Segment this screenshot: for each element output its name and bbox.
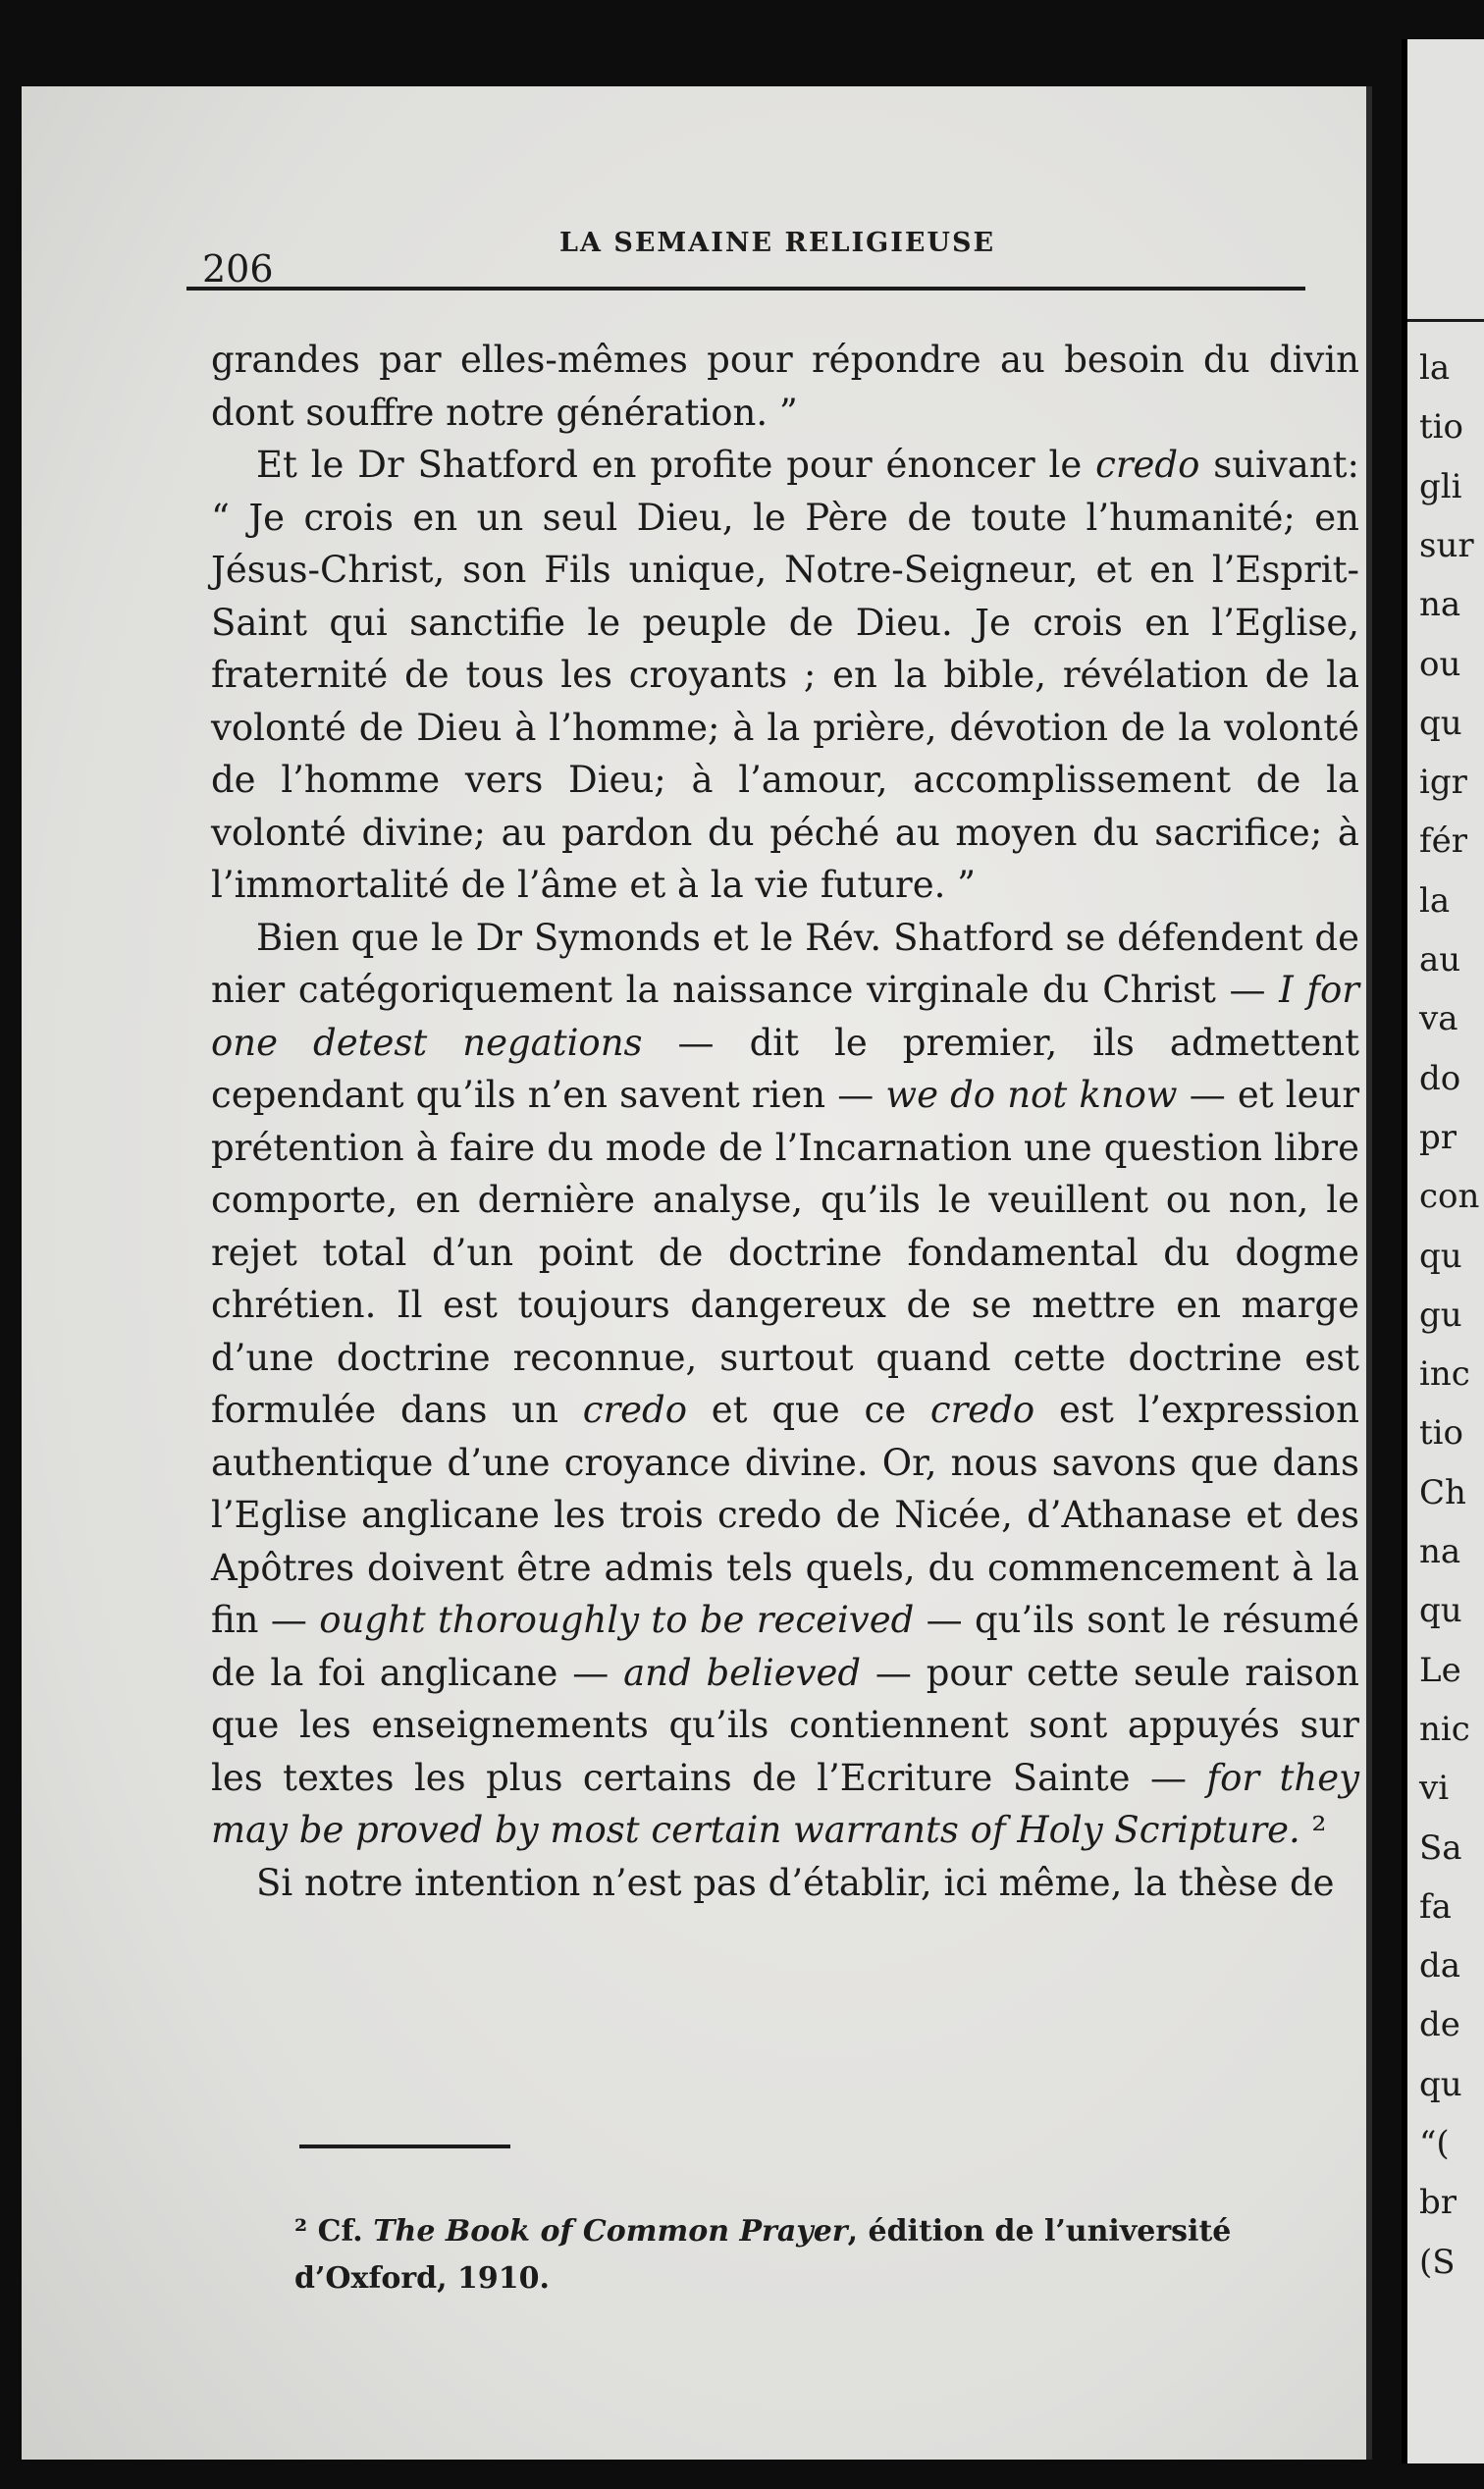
- footnote-rule: [299, 2145, 510, 2148]
- text-run: — et leur prétention à faire du mode de l’Incarnation une question libre comporte, en dernière analyse, qu’ils le veuillent ou non, le rejet total d’un point de doctrine fondamental du dogme chrétien. Il est toujours dangereux de se mettre en marge d’une doctrine reconnue, surtout quand cette doctrine est formulée dans un: [211, 1074, 1360, 1431]
- text-run: — dit le premier, ils admettent cependant qu’ils n’en savent rien —: [211, 1021, 1359, 1116]
- paragraph: [211, 1857, 1359, 1910]
- adjacent-page-fragment: ou: [1419, 644, 1461, 684]
- adjacent-page-fragment: qu: [1419, 1591, 1462, 1631]
- text-run: — pour cette seule raison que les enseignements qu’ils contiennent sont appuyés sur les textes les plus certains de l’Ecriture Sainte —: [211, 1651, 1359, 1799]
- paragraph: [211, 439, 1359, 912]
- text-run: suivant: “ Je crois en un seul Dieu, le Père de toute l’humanité; en Jésus-Christ, son Fils unique, Notre-Seigneur, et en l’Esprit-Saint qui sanctifie le peuple de Dieu. Je crois en l’Eglise, fraternité de tous les croyants ; en la bible, révélation de la volonté de Dieu à l’homme; à la prière, dévotion de la volonté de l’homme vers Dieu; à l’amour, accomplissement de la volonté divine; au pardon du péché au moyen du sacrifice; à l’immortalité de l’âme et à la vie future. ”: [211, 444, 1360, 906]
- text-run: — qu’ils sont le résumé de la foi anglicane —: [211, 1599, 1359, 1694]
- text-run: Et le Dr Shatford en profite pour énoncer le: [256, 444, 1096, 486]
- adjacent-page-fragment: sur: [1419, 525, 1474, 565]
- italic-run: credo: [929, 1389, 1035, 1431]
- italic-run: credo: [1095, 444, 1200, 486]
- adjacent-page-fragment: qu: [1419, 1236, 1462, 1276]
- paragraph: [211, 912, 1359, 1857]
- adjacent-page-fragment: vi: [1419, 1769, 1450, 1809]
- adjacent-page-fragment: (S: [1419, 2242, 1456, 2282]
- adjacent-page-fragment: fa: [1419, 1886, 1452, 1927]
- adjacent-page-fragment: va: [1419, 999, 1458, 1039]
- adjacent-page-fragment: “(: [1419, 2124, 1450, 2163]
- adjacent-page-fragment: Sa: [1419, 1827, 1462, 1868]
- italic-run: I for one detest negations: [211, 969, 1359, 1064]
- adjacent-page-fragment: qu: [1419, 703, 1462, 743]
- adjacent-page-fragment: tio: [1419, 1413, 1464, 1454]
- footnote: [294, 2208, 1364, 2303]
- text-run: ²: [1299, 1809, 1327, 1851]
- adjacent-page-fragment: Le: [1419, 1650, 1461, 1690]
- text-run: , édition de l’université d’Oxford, 1910.: [294, 2214, 1232, 2296]
- adjacent-page-fragment: de: [1419, 2005, 1460, 2045]
- adjacent-page-rule: [1407, 319, 1484, 322]
- page-number: 206: [202, 247, 274, 291]
- adjacent-page-fragment: na: [1419, 585, 1461, 625]
- italic-run: we do not know: [885, 1074, 1178, 1116]
- adjacent-page-fragment: da: [1419, 1946, 1461, 1986]
- adjacent-page-fragment: nic: [1419, 1709, 1470, 1749]
- adjacent-page-fragment: br: [1419, 2183, 1458, 2223]
- adjacent-page-fragment: con: [1419, 1177, 1480, 1217]
- adjacent-page-fragment: Ch: [1419, 1472, 1466, 1512]
- italic-run: ought thoroughly to be received: [319, 1599, 915, 1641]
- adjacent-page-fragment: la: [1419, 880, 1451, 921]
- adjacent-page-fragment: inc: [1419, 1354, 1470, 1395]
- italic-run: for they may be proved by most certain warrants of Holy Scripture.: [211, 1756, 1360, 1851]
- italic-run: credo: [582, 1389, 688, 1431]
- italic-run: and believed: [623, 1651, 862, 1694]
- running-head: LA SEMAINE RELIGIEUSE: [559, 228, 996, 258]
- page-header: [186, 218, 1305, 291]
- adjacent-page-fragment: au: [1419, 940, 1461, 980]
- text-run: ² Cf.: [294, 2214, 374, 2249]
- adjacent-page-fragment: gu: [1419, 1295, 1462, 1335]
- body-text: [211, 334, 1359, 1909]
- text-run: et que ce: [687, 1389, 930, 1431]
- adjacent-page-edge: [1402, 39, 1484, 2463]
- paragraph: [211, 334, 1359, 439]
- adjacent-page-fragment: igr: [1419, 763, 1467, 803]
- adjacent-page-fragment: fér: [1419, 821, 1467, 862]
- adjacent-page-fragment: la: [1419, 348, 1451, 388]
- adjacent-page-fragment: do: [1419, 1058, 1461, 1098]
- italic-run: The Book of Common Prayer: [373, 2214, 848, 2249]
- adjacent-page-fragment: tio: [1419, 407, 1464, 448]
- text-run: est l’expression authentique d’une croyance divine. Or, nous savons que dans l’Eglise anglicane les trois credo de Nicée, d’Athanase et des Apôtres doivent être admis tels quels, du commencement à la fin —: [211, 1389, 1360, 1641]
- adjacent-page-fragment: pr: [1419, 1117, 1458, 1157]
- adjacent-page-fragment: qu: [1419, 2064, 1462, 2104]
- adjacent-page-fragment: na: [1419, 1532, 1461, 1571]
- text-run: Bien que le Dr Symonds et le Rév. Shatford se défendent de nier catégoriquement la naissance virginale du Christ —: [211, 916, 1359, 1011]
- text-run: Si notre intention n’est pas d’établir, ici même, la thèse de: [256, 1861, 1335, 1904]
- text-run: grandes par elles-mêmes pour répondre au besoin du divin dont souffre notre génération. ”: [211, 339, 1359, 434]
- adjacent-page-fragment: gli: [1419, 466, 1462, 506]
